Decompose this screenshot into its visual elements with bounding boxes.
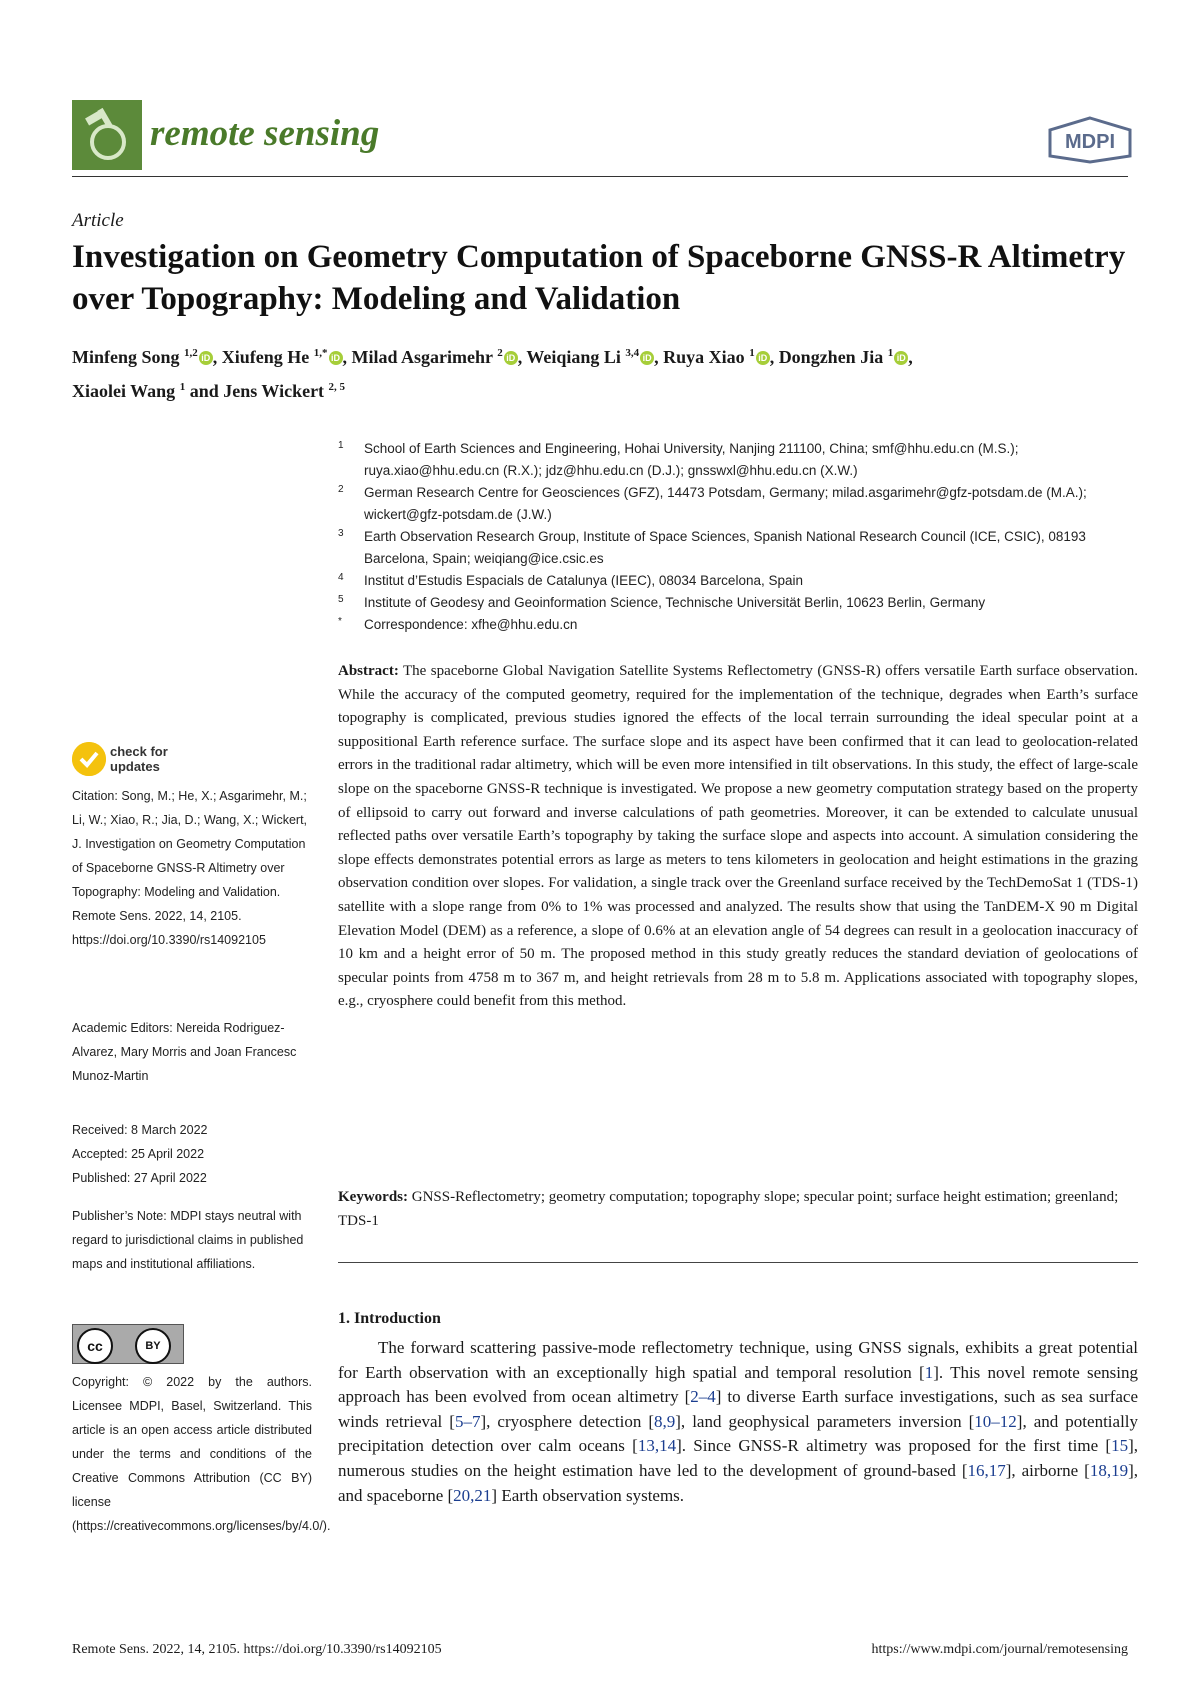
footer-journal-url[interactable]: https://www.mdpi.com/journal/remotesensing — [871, 1642, 1128, 1657]
affiliation-item — [338, 592, 1138, 614]
abstract-label: Abstract: — [338, 663, 399, 679]
affiliation-text: School of Earth Sciences and Engineering, Hohai University, Nanjing 211100, China; smf@hhu.edu.cn (M.S.); ruya.xiao@hhu.edu.cn (R.X.); jdz@hhu.edu.cn (D.J.); gnsswxl@hhu.edu.cn (X.W.) — [364, 441, 1019, 478]
reference-link[interactable]: 20,21 — [453, 1485, 492, 1505]
affiliation-item — [338, 614, 1138, 636]
reference-link[interactable]: 18,19 — [1089, 1460, 1129, 1480]
author-affiliation-marker: 2, 5 — [328, 381, 346, 393]
reference-link[interactable]: 1 — [924, 1362, 934, 1382]
header-divider — [72, 176, 1128, 177]
orcid-icon[interactable]: iD — [640, 351, 654, 365]
check-updates-link[interactable]: check for updates — [110, 744, 168, 774]
affiliation-text: Earth Observation Research Group, Institute of Space Sciences, Spanish National Research Council (ICE, CSIC), 08193 Barcelona, Spain; weiqiang@ice.csic.es — [364, 529, 1086, 566]
affiliation-item — [338, 526, 1138, 570]
orcid-icon[interactable]: iD — [329, 351, 343, 365]
author-separator: , — [654, 347, 664, 367]
author-affiliation-marker: 1,2 — [184, 347, 198, 359]
author — [352, 347, 518, 367]
article-title: Investigation on Geometry Computation of Spaceborne GNSS-R Altimetry over Topography: Modeling and Validation — [72, 239, 1126, 317]
intro-text: ] to diverse Earth surface investigations, such as sea surface winds retrieval [ — [338, 1387, 1139, 1431]
author-affiliation-marker: 3,4 — [625, 347, 640, 359]
by-icon: BY — [135, 1328, 171, 1364]
section-title: 1. Introduction — [338, 1310, 441, 1327]
citation: Citation: Song, M.; He, X.; Asgarimehr, M.; Li, W.; Xiao, R.; Jia, D.; Wang, X.; Wickert, J. Investigation on Geometry Computation of Spaceborne GNSS-R Altimetry over Topography: Modeling and Validation. Remote Sens. 2022, 14, 2105. https://doi.org/10.3390/rs14092105 — [72, 789, 308, 947]
intro-text: ], numerous studies on the height estimation have led to the development of ground-based [ — [338, 1436, 1138, 1480]
intro-text: ]. This novel remote sensing approach has been evolved from ocean altimetry [ — [338, 1362, 1138, 1407]
affiliation-text: Institute of Geodesy and Geoinformation Science, Technische Universität Berlin, 10623 Berlin, Germany — [364, 595, 986, 610]
author — [222, 347, 343, 367]
mdpi-logo-text: MDPI — [1065, 131, 1115, 153]
dates — [72, 1118, 312, 1190]
orcid-icon[interactable]: iD — [756, 351, 770, 365]
orcid-icon[interactable]: iD — [894, 351, 908, 365]
intro-text: ], and spaceborne [ — [338, 1460, 1138, 1505]
author-separator: , — [769, 347, 779, 367]
reference-link[interactable]: 2–4 — [690, 1387, 716, 1407]
check-updates-icon[interactable] — [72, 742, 106, 776]
intro-text: ], airborne [ — [1005, 1460, 1090, 1480]
affiliation-number: 1 — [338, 440, 344, 451]
author — [526, 347, 654, 367]
published-date: Published: 27 April 2022 — [72, 1171, 207, 1185]
author — [223, 381, 345, 401]
reference-link[interactable]: 5–7 — [454, 1411, 481, 1431]
author-separator: , — [342, 347, 352, 367]
author-affiliation-marker: 1,* — [313, 347, 328, 359]
reference-link[interactable]: 8,9 — [654, 1411, 676, 1431]
reference-link[interactable]: 13,14 — [637, 1436, 677, 1456]
author — [72, 347, 213, 367]
intro-text: ], cryosphere detection [ — [480, 1411, 655, 1431]
satellite-icon — [72, 100, 142, 170]
affiliation-number: 5 — [338, 594, 344, 605]
intro-text: ]. Since GNSS-R altimetry was proposed for the first time [ — [676, 1436, 1112, 1456]
intro-text: The forward scattering passive-mode reflectometry technique, using GNSS signals, exhibits a great potential for Earth observation with an exceptionally high spatial and temporal resolution [ — [338, 1338, 1138, 1382]
affiliation-text: Institut d’Estudis Espacials de Catalunya (IEEC), 08034 Barcelona, Spain — [364, 573, 803, 588]
author-separator: , — [517, 347, 527, 367]
author-name: Xiaolei Wang — [72, 381, 180, 401]
reference-link[interactable]: 10–12 — [974, 1411, 1017, 1431]
author-separator: and — [185, 381, 224, 401]
affiliations — [338, 438, 1138, 636]
author — [663, 347, 770, 367]
author-separator: , — [212, 347, 222, 367]
journal-logo — [72, 100, 142, 170]
journal-name: remote sensing — [150, 113, 380, 154]
abstract-text: The spaceborne Global Navigation Satellite Systems Reflectometry (GNSS-R) offers versatile Earth surface observation. While the accuracy of the computed geometry, required for the implementation of the technique, degrades when Earth’s surface topography is complicated, previous studies ignored the effects of the local terrain surrounding the ideal specular point at a suppositional Earth reference surface. The surface slope and its aspect have been confirmed that it can lead to geolocation-related errors in the traditional radar altimetry, which will be even more intensified in tilt observations. In this study, the effect of large-scale slope on the spaceborne GNSS-R technique is investigated. We propose a new geometry computation strategy based on the property of ellipsoid to carry out forward and inverse calculations of path geometries. Moreover, it can be extended to calculate unusual reflected paths over versatile Earth’s topography by taking the surface slope and aspects into account. A simulation considering the slope effects demonstrates potential errors as large as meters to tens kilometers in geolocation and height estimations in the grazing observation condition over slopes. For validation, a single track over the Greenland surface received by the TechDemoSat 1 (TDS-1) satellite with a slope range from 0% to 1% was processed and analyzed. The results show that using the TanDEM-X 90 m Digital Elevation Model (DEM) as a reference, a slope of 0.6% at an elevation angle of 54 degrees can result in a geolocation inaccuracy of 10 km and a height error of 50 m. The proposed method in this study greatly reduces the standard deviation of geolocations of specular points from 4758 m to 367 m, and height retrievals from 28 m to 5.8 m. Applications associated with topography slopes, e.g., cryosphere could benefit from this method. — [338, 663, 1139, 1010]
intro-text: ], and potentially precipitation detection over calm oceans [ — [338, 1411, 1139, 1456]
author — [72, 381, 185, 401]
cc-icon: cc — [77, 1328, 113, 1364]
author-name: Xiufeng He — [221, 347, 314, 367]
author-name: Ruya Xiao — [663, 347, 750, 367]
affiliation-text: German Research Centre for Geosciences (GFZ), 14473 Potsdam, Germany; milad.asgarimehr@gfz-potsdam.de (M.A.); wickert@gfz-potsdam.de (J.W.) — [364, 485, 1087, 522]
received-date: Received: 8 March 2022 — [72, 1123, 208, 1137]
reference-link[interactable]: 16,17 — [967, 1460, 1006, 1480]
author-affiliation-marker: 1 — [179, 381, 186, 393]
affiliation-text: Correspondence: xfhe@hhu.edu.cn — [364, 617, 578, 632]
keywords-divider — [338, 1262, 1138, 1263]
affiliation-item — [338, 438, 1138, 482]
intro-text: ] Earth observation systems. — [491, 1485, 685, 1505]
author-list — [72, 338, 1132, 406]
author-affiliation-marker: 1 — [749, 347, 755, 359]
author-name: Milad Asgarimehr — [351, 347, 498, 367]
article-type: Article — [72, 210, 124, 231]
mdpi-logo — [1046, 116, 1134, 164]
author-name: Weiqiang Li — [526, 347, 626, 367]
reference-link[interactable]: 15 — [1111, 1436, 1129, 1456]
author-affiliation-marker: 2 — [497, 347, 503, 359]
author-name: Jens Wickert — [223, 381, 329, 401]
copyright-notice: Copyright: © 2022 by the authors. Licensee MDPI, Basel, Switzerland. This article is an open access article distributed under the terms and conditions of the Creative Commons Attribution (CC BY) license (https://creativecommons.org/licenses/by/4.0/). — [72, 1375, 331, 1533]
keywords-text: GNSS-Reflectometry; geometry computation; topography slope; specular point; surface height estimation; greenland; TDS-1 — [338, 1189, 1119, 1229]
author-name: Minfeng Song — [72, 347, 185, 367]
footer-citation[interactable]: Remote Sens. 2022, 14, 2105. https://doi.org/10.3390/rs14092105 — [72, 1642, 442, 1657]
accepted-date: Accepted: 25 April 2022 — [72, 1147, 205, 1161]
intro-paragraph — [338, 1336, 1138, 1508]
affiliation-item — [338, 570, 1138, 592]
keywords — [338, 1186, 1138, 1233]
keywords-label: Keywords: — [338, 1189, 408, 1205]
author-separator: , — [908, 347, 913, 367]
author-name: Dongzhen Jia — [778, 347, 888, 367]
author — [779, 347, 909, 367]
affiliation-number: 3 — [338, 528, 344, 539]
affiliation-number: * — [338, 616, 342, 627]
cc-by-badge[interactable] — [72, 1324, 184, 1364]
affiliation-number: 4 — [338, 572, 344, 583]
orcid-icon[interactable]: iD — [199, 351, 213, 365]
academic-editors: Academic Editors: Nereida Rodriguez-Alvarez, Mary Morris and Joan Francesc Munoz-Martin — [72, 1021, 297, 1083]
author-affiliation-marker: 1 — [887, 347, 894, 359]
orcid-icon[interactable]: iD — [504, 351, 518, 365]
publisher-note: Publisher’s Note: MDPI stays neutral with regard to jurisdictional claims in published maps and institutional affiliations. — [72, 1209, 304, 1271]
intro-text: ], land geophysical parameters inversion [ — [675, 1411, 975, 1431]
abstract — [338, 660, 1138, 1014]
affiliation-number: 2 — [338, 484, 344, 495]
affiliation-item — [338, 482, 1138, 526]
